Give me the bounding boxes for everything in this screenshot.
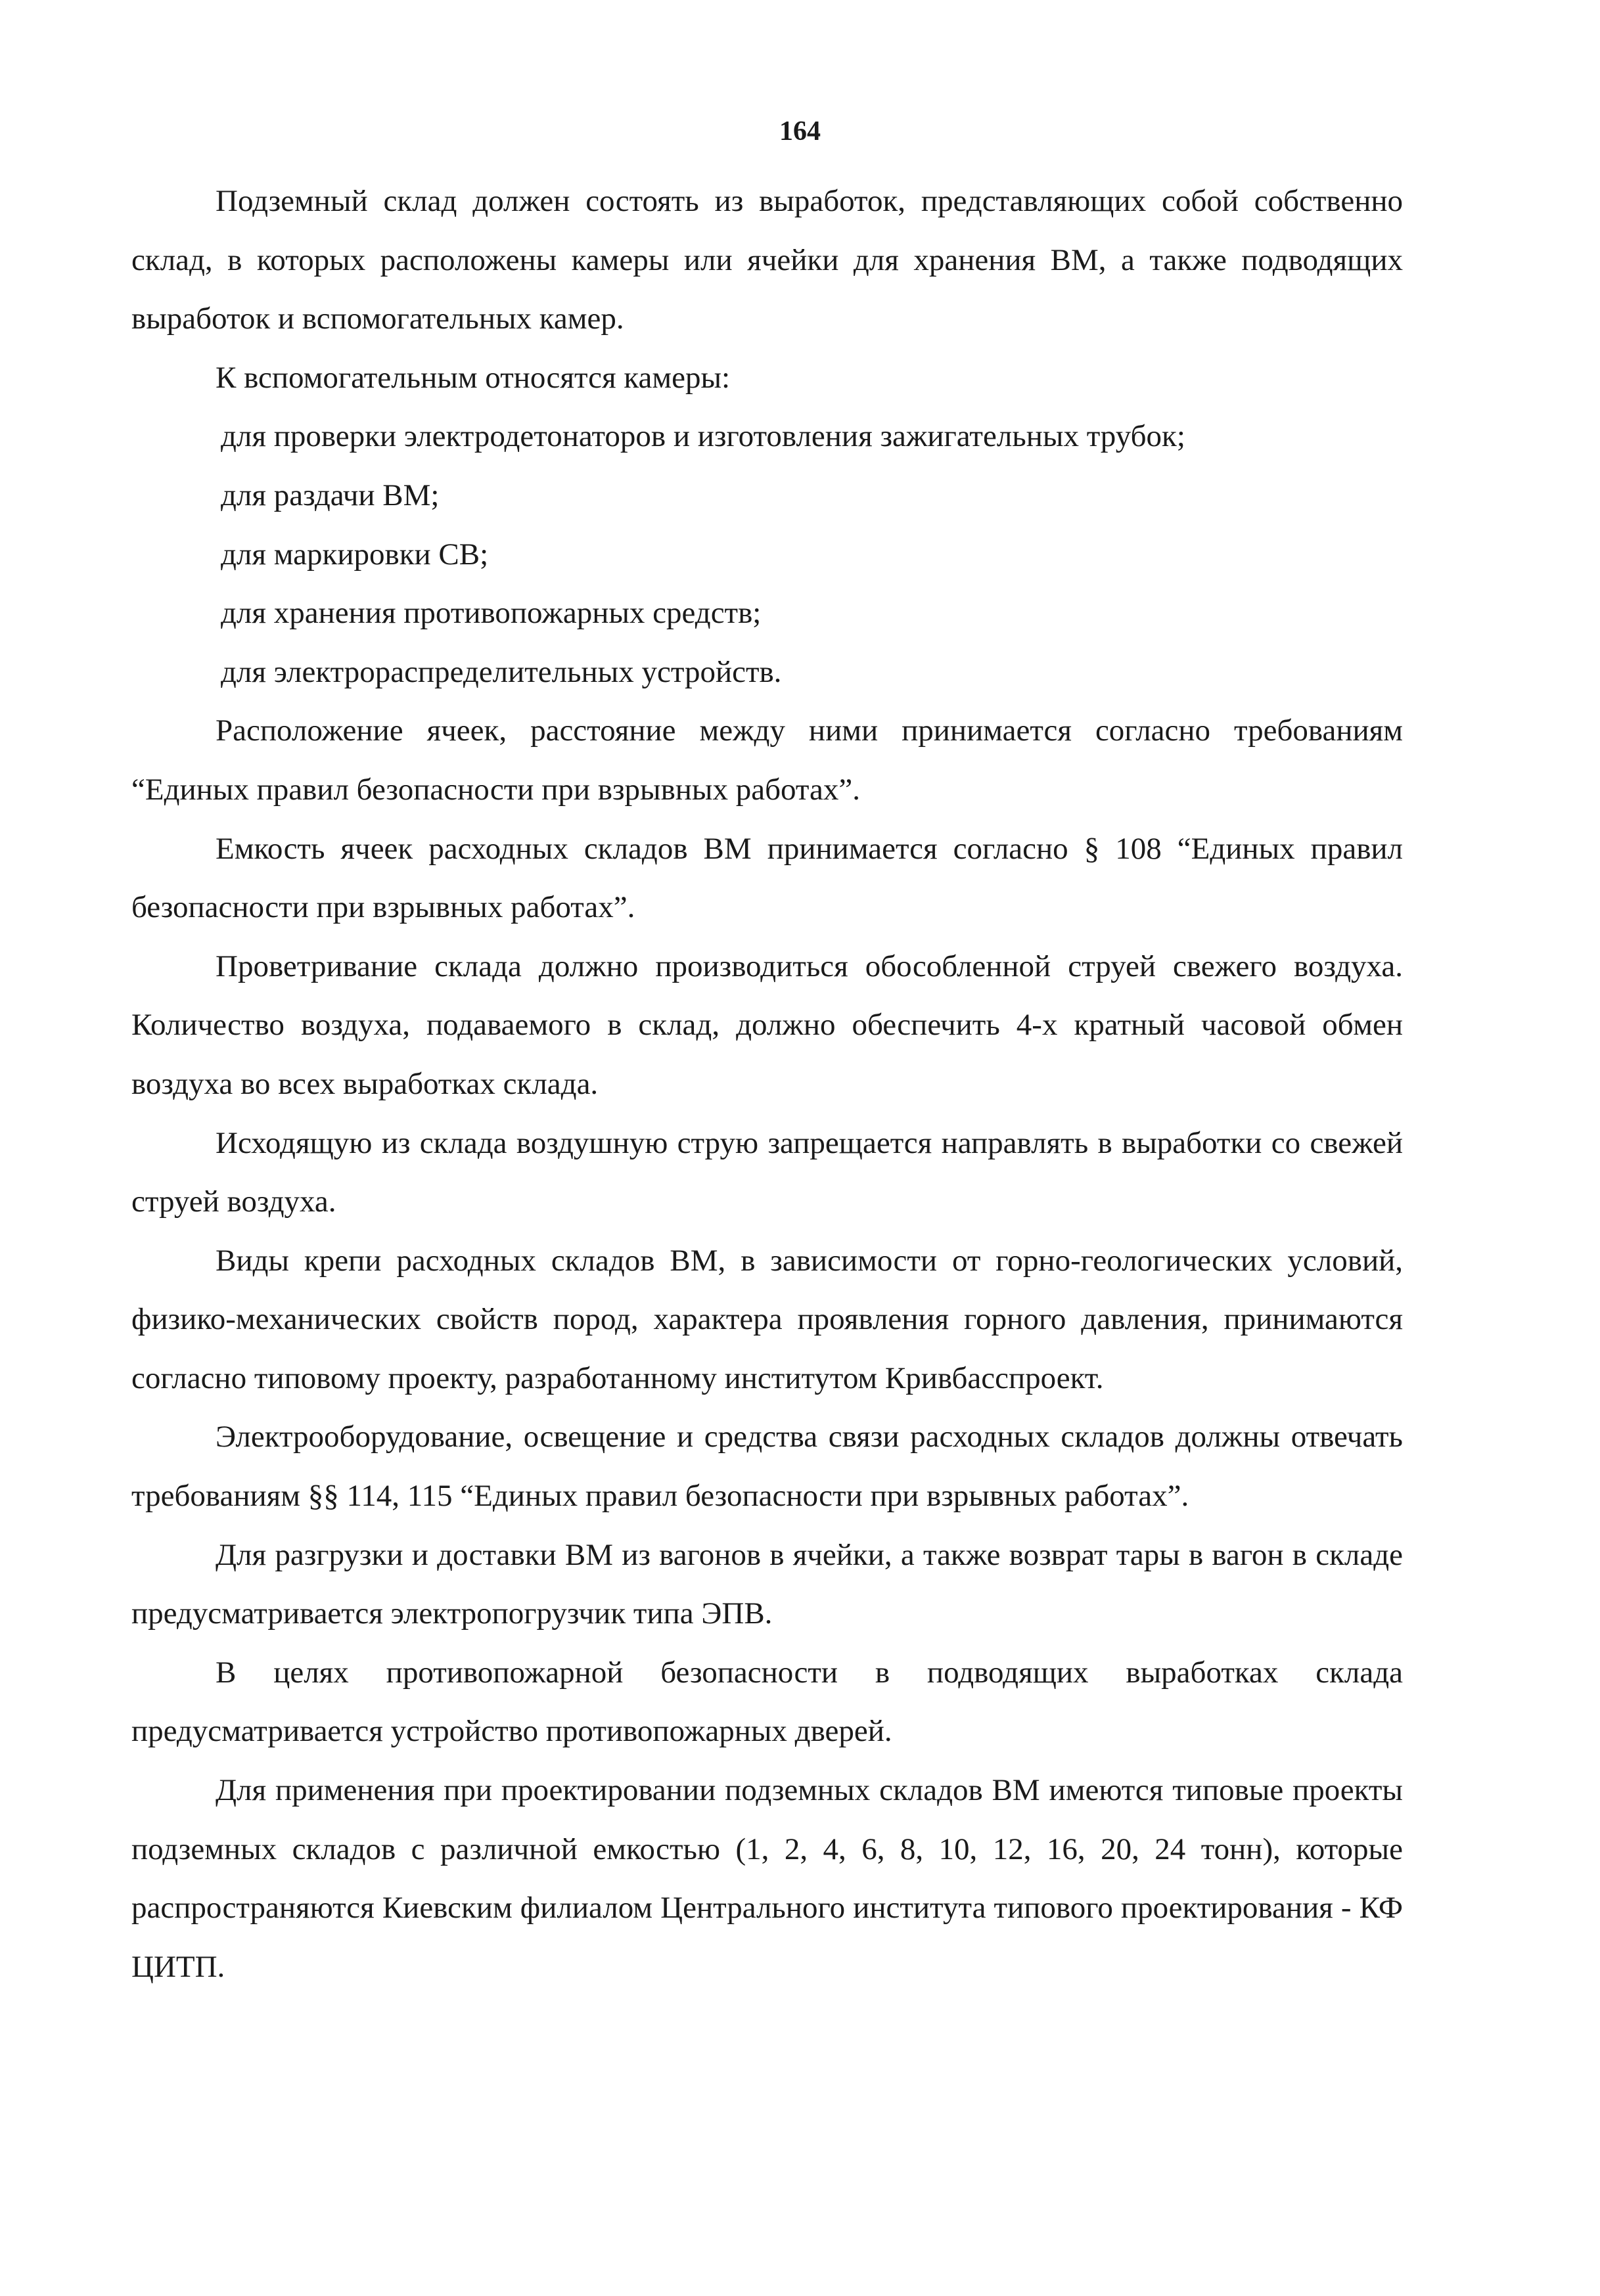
list-item: для хранения противопожарных средств; xyxy=(221,596,762,631)
paragraph: В целях противопожарной безопасности в подводящих выработках склада предусматривается устройство противопожарных дверей. xyxy=(131,1655,1403,1749)
paragraph: Виды крепи расходных складов ВМ, в зависимости от горно-геологических условий, физико-механических свойств пород, характера проявления горного давления, принимаются согласно типовому проекту, разработанному институтом Кривбасспроект. xyxy=(131,1243,1403,1395)
paragraph: Расположение ячеек, расстояние между ними принимается согласно требованиям “Единых правил безопасности при взрывных работах”. xyxy=(131,713,1403,807)
list-item: для маркировки СВ; xyxy=(221,537,489,572)
paragraph: Проветривание склада должно производиться обособленной струей свежего воздуха. Количество воздуха, подаваемого в склад, должно обеспечить 4-х кратный часовой обмен воздуха во всех выработках склада. xyxy=(131,949,1403,1101)
paragraph: Для применения при проектировании подземных складов ВМ имеются типовые проекты подземных складов с различной емкостью (1, 2, 4, 6, 8, 10, 12, 16, 20, 24 тонн), которые распространяются Киевским филиалом Центрального института типового проектирования - КФ ЦИТП. xyxy=(131,1773,1403,1984)
list-item: для проверки электродетонаторов и изготовления зажигательных трубок; xyxy=(221,419,1185,454)
list-item: для электрораспределительных устройств. xyxy=(221,654,782,689)
paragraph: Емкость ячеек расходных складов ВМ принимается согласно § 108 “Единых правил безопасности при взрывных работах”. xyxy=(131,831,1403,925)
paragraph: Для разгрузки и доставки ВМ из вагонов в ячейки, а также возврат тары в вагон в складе предусматривается электропогрузчик типа ЭПВ. xyxy=(131,1537,1403,1631)
paragraph: Электрооборудование, освещение и средства связи расходных складов должны отвечать требованиям §§ 114, 115 “Единых правил безопасности при взрывных работах”. xyxy=(131,1420,1403,1514)
page-content xyxy=(131,172,1403,1996)
paragraph: К вспомогательным относятся камеры: xyxy=(216,360,731,395)
page-number: 164 xyxy=(779,116,821,146)
list-item: для раздачи ВМ; xyxy=(221,478,440,512)
paragraph: Исходящую из склада воздушную струю запрещается направлять в выработки со свежей струей воздуха. xyxy=(131,1125,1403,1219)
paragraph: Подземный склад должен состоять из выработок, представляющих собой собственно склад, в которых расположены камеры или ячейки для хранения ВМ, а также подводящих выработок и вспомогательных камер. xyxy=(131,184,1403,336)
